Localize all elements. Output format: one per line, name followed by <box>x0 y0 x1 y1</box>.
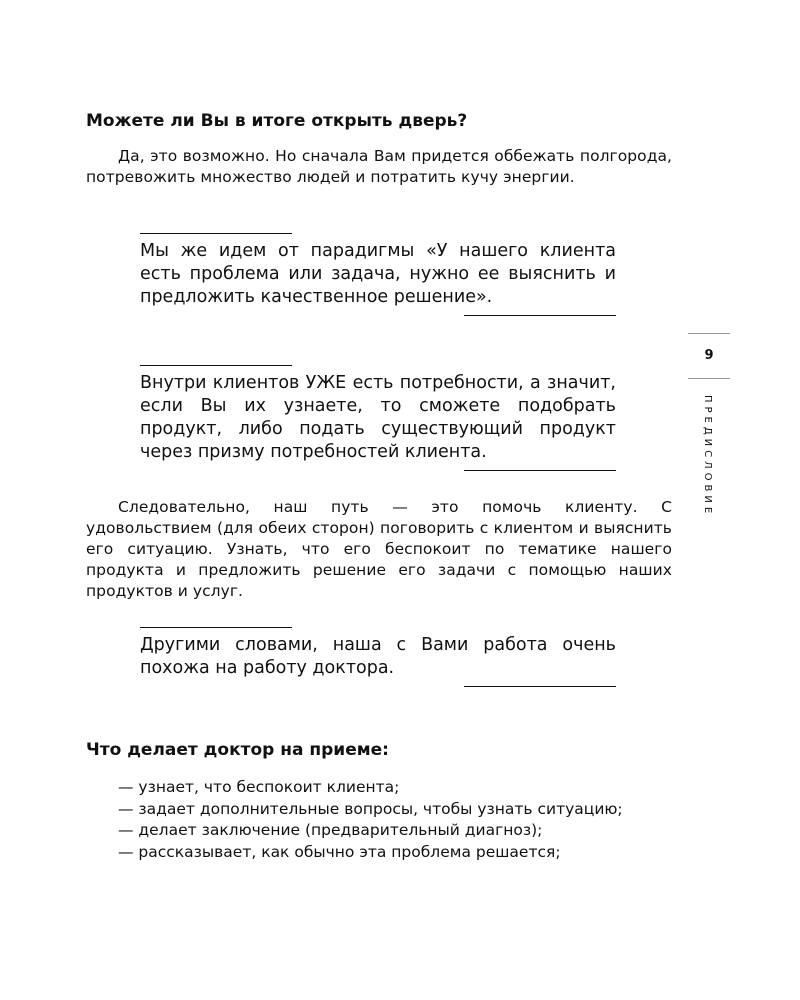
quote-rule-bottom <box>464 470 616 471</box>
list-item: — делает заключение (предварительный диагноз); <box>118 821 543 839</box>
list-item: — рассказывает, как обычно эта проблема решается; <box>118 842 561 861</box>
doctor-actions-list <box>86 777 672 863</box>
page-sidebar <box>688 333 730 518</box>
pull-quote-needs <box>140 365 616 471</box>
quote-rule-top <box>140 365 292 366</box>
section-heading-door: Можете ли Вы в итоге открыть дверь? <box>86 111 468 131</box>
quote-rule-top <box>140 233 292 234</box>
paragraph-door-answer <box>86 146 672 188</box>
paragraph-our-path <box>86 497 672 602</box>
paragraph-our-path-text: Следовательно, наш путь — это помочь клиенту. С удовольствием (для обеих сторон) поговорить с клиентом и выяснить его ситуацию. Узнать, что его беспокоит по тематике нашего продукта и предложить решение его задачи с помощью наших продуктов и услуг. <box>86 498 672 600</box>
pull-quote-needs-text: Внутри клиентов УЖЕ есть потребности, а значит, если Вы их узнаете, то сможете подобрать продукт, либо подать существующий продукт через призму потребностей клиента. <box>140 373 616 462</box>
pull-quote-paradigm <box>140 233 616 316</box>
list-item: — узнает, что беспокоит клиента; <box>118 778 400 796</box>
page-number: 9 <box>704 348 714 363</box>
quote-rule-bottom <box>464 315 616 316</box>
quote-rule-bottom <box>464 686 616 687</box>
quote-rule-top <box>140 627 292 628</box>
pull-quote-paradigm-text: Мы же идем от парадигмы «У нашего клиента есть проблема или задача, нужно ее выяснить и предложить качественное решение». <box>140 241 616 307</box>
list-item: — задает дополнительные вопросы, чтобы узнать ситуацию; <box>118 799 623 818</box>
running-section-title: ПРЕДИСЛОВИЕ <box>702 395 713 518</box>
sidebar-rule-bottom <box>688 378 730 379</box>
paragraph-door-answer-text: Да, это возможно. Но сначала Вам придется оббежать полгорода, потревожить множество людей и потратить кучу энергии. <box>86 147 672 186</box>
pull-quote-doctor <box>140 627 616 687</box>
pull-quote-doctor-text: Другими словами, наша с Вами работа очень похожа на работу доктора. <box>140 635 616 678</box>
section-heading-doctor: Что делает доктор на приеме: <box>86 740 389 760</box>
